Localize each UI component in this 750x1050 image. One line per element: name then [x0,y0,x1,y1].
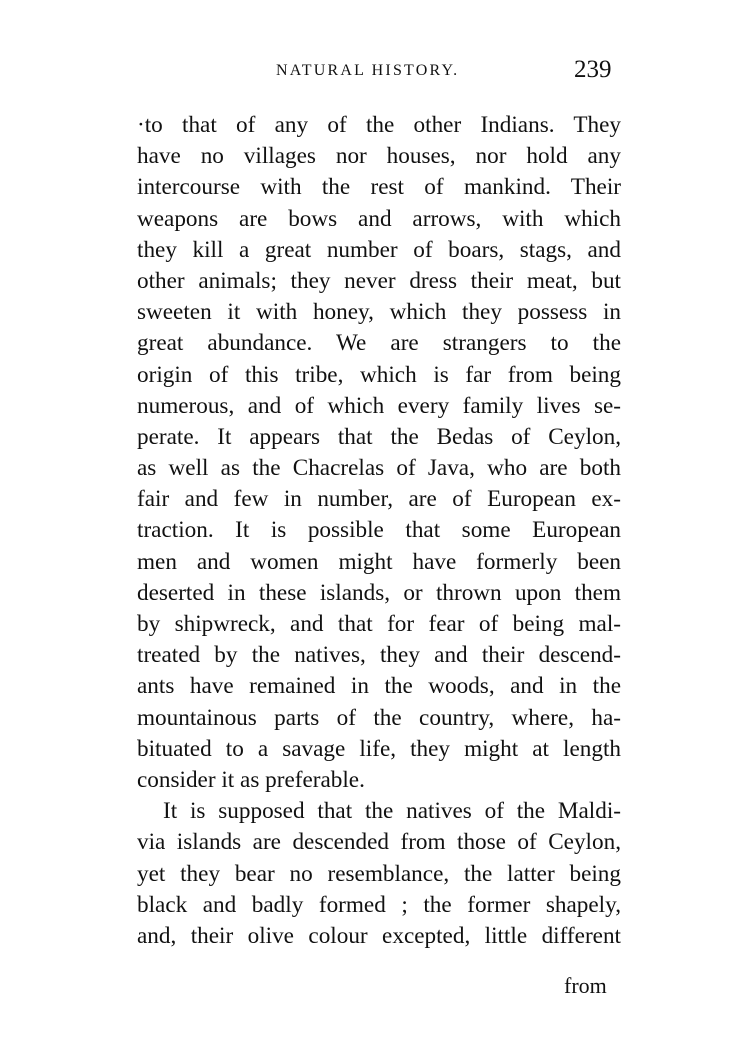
paragraph-1 [137,110,621,796]
text-line: sweeten it with honey, which they possess in [137,299,621,326]
text-line: ·to that of any of the other Indians. They [137,112,621,138]
text-line: as well as the Chacrelas of Java, who are both [137,455,621,482]
text-line: and, their olive colour excepted, little different [137,922,621,949]
text-line: traction. It is possible that some European [137,517,621,544]
text-line: mountainous parts of the country, where, ha- [137,704,621,731]
text-line: consider it as preferable. [137,766,365,793]
text-line: fair and few in number, are of European ex- [137,486,621,513]
text-line: bituated to a savage life, they might at length [137,735,621,762]
body-text [137,110,621,952]
text-line: black and badly formed ; the former shapely, [137,891,621,918]
paragraph-2 [137,796,621,952]
text-line: It is supposed that the natives of the Maldi- [163,798,621,825]
text-line: numerous, and of which every family lives se- [137,392,621,419]
text-line: intercourse with the rest of mankind. Their [137,174,621,201]
text-line: men and women might have formerly been [137,548,621,575]
text-line: weapons are bows and arrows, with which [137,205,621,232]
text-line: great abundance. We are strangers to the [137,330,621,357]
text-line: ants have remained in the woods, and in the [137,673,621,700]
text-line: treated by the natives, they and their descend- [137,642,621,669]
text-line: via islands are descended from those of Ceylon, [137,829,621,856]
text-line: yet they bear no resemblance, the latter being [137,860,621,887]
text-line: have no villages nor houses, nor hold any [137,143,621,170]
text-line: by shipwreck, and that for fear of being mal- [137,611,621,637]
page-number: 239 [574,56,612,83]
running-title: NATURAL HISTORY. [276,62,460,79]
text-line: perate. It appears that the Bedas of Ceylon, [137,423,621,450]
text-line: origin of this tribe, which is far from being [137,361,621,388]
text-line: deserted in these islands, or thrown upon them [137,579,621,606]
text-line: they kill a great number of boars, stags, and [137,236,621,263]
catchword: from [564,973,607,998]
text-line: other animals; they never dress their meat, but [137,267,621,294]
